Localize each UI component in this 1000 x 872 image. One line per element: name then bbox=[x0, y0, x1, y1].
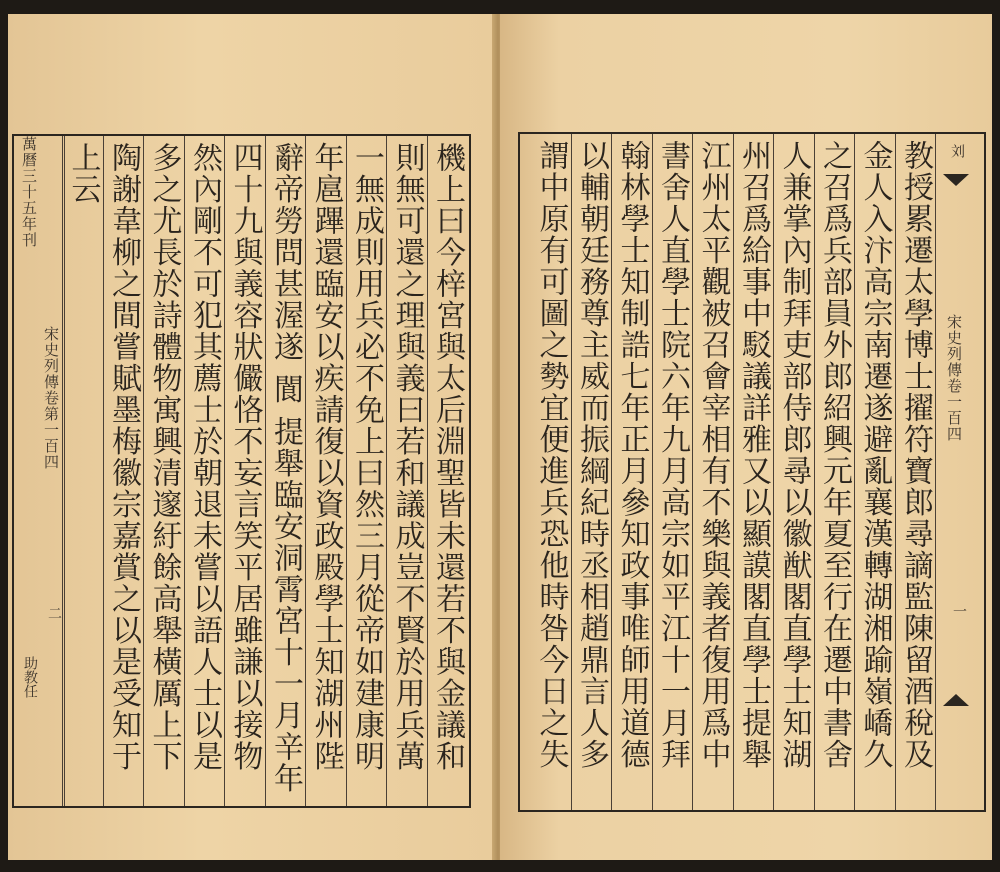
text-column: 江州太平觀被召會宰相有不樂與義者復用爲中 bbox=[695, 140, 731, 770]
banxin-date: 萬曆三十五年刊 bbox=[20, 136, 38, 248]
text-column: 之召爲兵部員外郎紹興元年夏至行在遷中書舍 bbox=[817, 140, 852, 770]
column-rule bbox=[895, 134, 896, 810]
column-rule bbox=[652, 134, 653, 810]
column-rule bbox=[611, 134, 612, 810]
banxin-title: 宋史列傳卷第一百四 bbox=[42, 326, 60, 470]
column-rule bbox=[427, 136, 428, 806]
left-banxin-title bbox=[42, 326, 62, 806]
column-rule bbox=[692, 134, 693, 810]
text-column: 四十九與義容狀儼恪不妄言笑平居雖謙以接物 bbox=[227, 142, 263, 772]
column-rule bbox=[935, 134, 936, 810]
column-rule bbox=[814, 134, 815, 810]
left-banxin bbox=[16, 136, 40, 806]
column-rule bbox=[346, 136, 347, 806]
column-rule bbox=[305, 136, 306, 806]
text-column: 陶謝韋柳之間嘗賦墨梅徽宗嘉賞之以是受知于 bbox=[106, 142, 141, 772]
text-column: 多之尤長於詩體物寓興清邃紆餘高舉橫厲上下 bbox=[146, 142, 182, 772]
column-rule bbox=[733, 134, 734, 810]
text-column: 年扈蹕還臨安以疾請復以資政殿學士知湖州陛 bbox=[308, 142, 344, 772]
column-rule bbox=[773, 134, 774, 810]
text-column: 則無可還之理與義曰若和議成豈不賢於用兵萬 bbox=[389, 142, 425, 772]
left-page bbox=[8, 14, 496, 860]
text-column: 金人入汴高宗南遷遂避亂襄漢轉湖湘踰嶺嶠久 bbox=[857, 140, 893, 770]
banxin-carver-mark: 刘 bbox=[949, 144, 965, 158]
banxin-title: 宋史列傳卷一百四 bbox=[945, 314, 963, 442]
column-rule bbox=[143, 136, 144, 806]
text-column: 以輔朝廷務尊主威而振綱紀時丞相趙鼎言人多 bbox=[574, 140, 609, 770]
right-page bbox=[500, 14, 992, 860]
left-text-frame bbox=[12, 134, 471, 808]
text-column: 翰林學士知制誥七年正月參知政事唯師用道德 bbox=[614, 140, 650, 770]
right-banxin-title bbox=[943, 314, 965, 810]
banxin-leaf-number: 二 bbox=[46, 606, 62, 620]
text-column: 機上曰今梓宮與太后淵聖皆未還若不與金議和 bbox=[430, 142, 465, 772]
banxin-proofreader: 助教任 bbox=[22, 656, 38, 698]
banxin-leaf-number: 一 bbox=[951, 604, 967, 618]
right-text-frame bbox=[518, 132, 986, 812]
column-rule bbox=[386, 136, 387, 806]
text-column: 教授累遷太學博士擢符寶郎尋謫監陳留酒稅及 bbox=[898, 140, 933, 770]
fishtail-mark bbox=[943, 694, 969, 706]
text-column: 州召爲給事中駁議詳雅又以顯謨閣直學士提舉 bbox=[736, 140, 771, 770]
text-column: 書舍人直學士院六年九月高宗如平江十一月拜 bbox=[655, 140, 690, 770]
text-column: 人兼掌內制拜吏部侍郎尋以徽猷閣直學士知湖 bbox=[776, 140, 812, 770]
text-column: 謂中原有可圖之勢宜便進兵恐他時咎今日之失 bbox=[533, 140, 569, 770]
column-rule bbox=[62, 136, 63, 806]
column-rule bbox=[224, 136, 225, 806]
text-column: 一無成則用兵必不免上曰然三月從帝如建康明 bbox=[349, 142, 384, 772]
text-column: 然內剛不可犯其薦士於朝退未嘗以語人士以是 bbox=[187, 142, 222, 772]
fishtail-mark bbox=[943, 174, 969, 186]
column-rule bbox=[854, 134, 855, 810]
column-rule bbox=[571, 134, 572, 810]
column-rule bbox=[265, 136, 266, 806]
text-column: 辭帝勞問甚渥遂 閬 提舉臨安洞霄宮十一月辛年 bbox=[268, 142, 303, 795]
column-rule bbox=[184, 136, 185, 806]
text-column: 上云 bbox=[65, 142, 101, 205]
column-rule bbox=[103, 136, 104, 806]
book-spread bbox=[8, 14, 992, 860]
